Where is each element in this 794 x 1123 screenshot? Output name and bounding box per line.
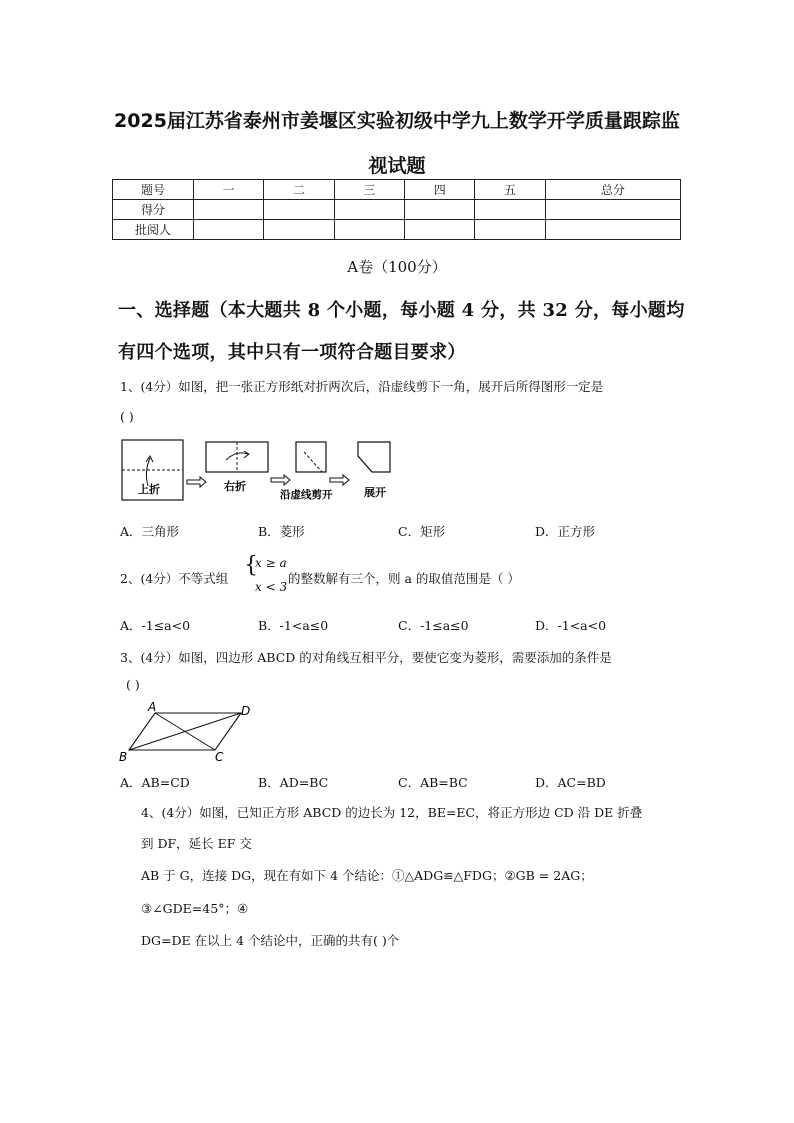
section-heading-line1: 一、选择题（本大题共 8 个小题，每小题 4 分，共 32 分，每小题均	[118, 300, 685, 321]
inequality-2: x < 3	[255, 580, 288, 594]
diagonal-bd	[129, 713, 241, 750]
question-2-text-before: 2、(4分）不等式组	[120, 571, 229, 586]
score-cell[interactable]	[545, 200, 680, 220]
parallelogram-figure	[115, 700, 265, 766]
document-title-line1: 2025届江苏省泰州市姜堰区实验初级中学九上数学开学质量跟踪监	[114, 110, 680, 132]
score-table	[112, 179, 681, 240]
question-2-option-d[interactable]: D．-1<a<0	[535, 618, 607, 633]
vertex-label-d: D	[241, 704, 251, 718]
figure-label-unfold: 展开	[364, 486, 386, 499]
score-table-header-cell: 五	[475, 180, 545, 200]
question-2-option-b[interactable]: B．-1<a≤0	[258, 618, 329, 633]
next-step-arrow-icon	[187, 477, 206, 487]
score-cell[interactable]	[405, 220, 475, 240]
score-table-row	[113, 220, 681, 240]
score-table-header-cell: 题号	[113, 180, 194, 200]
vertex-label-c: C	[215, 750, 224, 764]
folded-square	[296, 442, 326, 472]
score-table-header-cell: 四	[405, 180, 475, 200]
section-heading-line2: 有四个选项，其中只有一项符合题目要求）	[118, 342, 466, 363]
score-table-row-label: 批阅人	[113, 220, 194, 240]
cut-line	[304, 452, 322, 472]
question-3-option-b[interactable]: B．AD=BC	[258, 775, 329, 790]
inequality-1: x ≥ a	[255, 556, 287, 570]
system-brace: {	[244, 553, 258, 578]
score-cell[interactable]	[334, 220, 404, 240]
unfolded-shape	[358, 442, 390, 472]
fold-up-arrow-icon	[146, 458, 150, 486]
vertex-label-b: B	[119, 750, 128, 764]
score-cell[interactable]	[475, 220, 545, 240]
question-3-option-c[interactable]: C．AB=BC	[398, 775, 468, 790]
next-step-arrow-icon	[271, 475, 290, 485]
question-2-option-c[interactable]: C．-1≤a≤0	[398, 618, 469, 633]
score-cell[interactable]	[475, 200, 545, 220]
question-1-text: 1、(4分）如图，把一张正方形纸对折两次后，沿虚线剪下一角，展开后所得图形一定是	[120, 379, 604, 394]
question-1-option-d[interactable]: D．正方形	[535, 524, 596, 539]
score-cell[interactable]	[405, 200, 475, 220]
arrow-head-icon	[244, 451, 249, 458]
score-table-row	[113, 200, 681, 220]
question-4-line3: AB 于 G，连接 DG，现在有如下 4 个结论：①△ADG≌△FDG；②GB = 2AG；	[141, 868, 593, 883]
score-table-row-label: 得分	[113, 200, 194, 220]
question-1-paren: ( )	[120, 409, 134, 424]
vertex-label-a: A	[148, 700, 157, 714]
score-cell[interactable]	[264, 220, 334, 240]
question-3-paren: ( )	[126, 677, 140, 692]
question-3-option-d[interactable]: D．AC=BD	[535, 775, 606, 790]
score-table-header-row	[113, 180, 681, 200]
score-table-header-cell: 总分	[545, 180, 680, 200]
question-1-option-c[interactable]: C．矩形	[398, 524, 446, 539]
figure-label-fold-right: 右折	[224, 480, 246, 493]
score-cell[interactable]	[194, 200, 264, 220]
score-table-header-cell: 二	[264, 180, 334, 200]
question-3-option-a[interactable]: A．AB=CD	[120, 775, 190, 790]
figure-label-cut: 沿虚线剪开	[280, 489, 333, 501]
question-1-option-a[interactable]: A．三角形	[120, 524, 180, 539]
question-4-line2: 到 DF，延长 EF 交	[141, 836, 252, 851]
question-4-line5: DG=DE 在以上 4 个结论中，正确的共有( )个	[141, 933, 400, 948]
question-2-text-after: 的整数解有三个，则 a 的取值范围是（ ）	[288, 571, 520, 586]
score-table-header-cell: 三	[334, 180, 404, 200]
next-step-arrow-icon	[330, 475, 349, 485]
score-cell[interactable]	[334, 200, 404, 220]
question-4-line4: ③∠GDE=45°；④	[141, 901, 249, 916]
score-cell[interactable]	[545, 220, 680, 240]
question-2-option-a[interactable]: A．-1≤a<0	[120, 618, 191, 633]
score-cell[interactable]	[194, 220, 264, 240]
figure-label-fold-up: 上折	[138, 483, 160, 496]
score-cell[interactable]	[264, 200, 334, 220]
question-4-line1: 4、(4分）如图，已知正方形 ABCD 的边长为 12，BE=EC，将正方形边 CD 沿 DE 折叠	[141, 805, 643, 820]
question-1-option-b[interactable]: B．菱形	[258, 524, 305, 539]
question-3-text: 3、(4分）如图，四边形 ABCD 的对角线互相平分，要使它变为菱形，需要添加的条件是	[120, 650, 612, 665]
document-title-line2: 视试题	[368, 155, 426, 177]
score-table-header-cell: 一	[194, 180, 264, 200]
paper-label: A卷（100分）	[347, 258, 447, 276]
question-1-figure	[118, 436, 398, 504]
